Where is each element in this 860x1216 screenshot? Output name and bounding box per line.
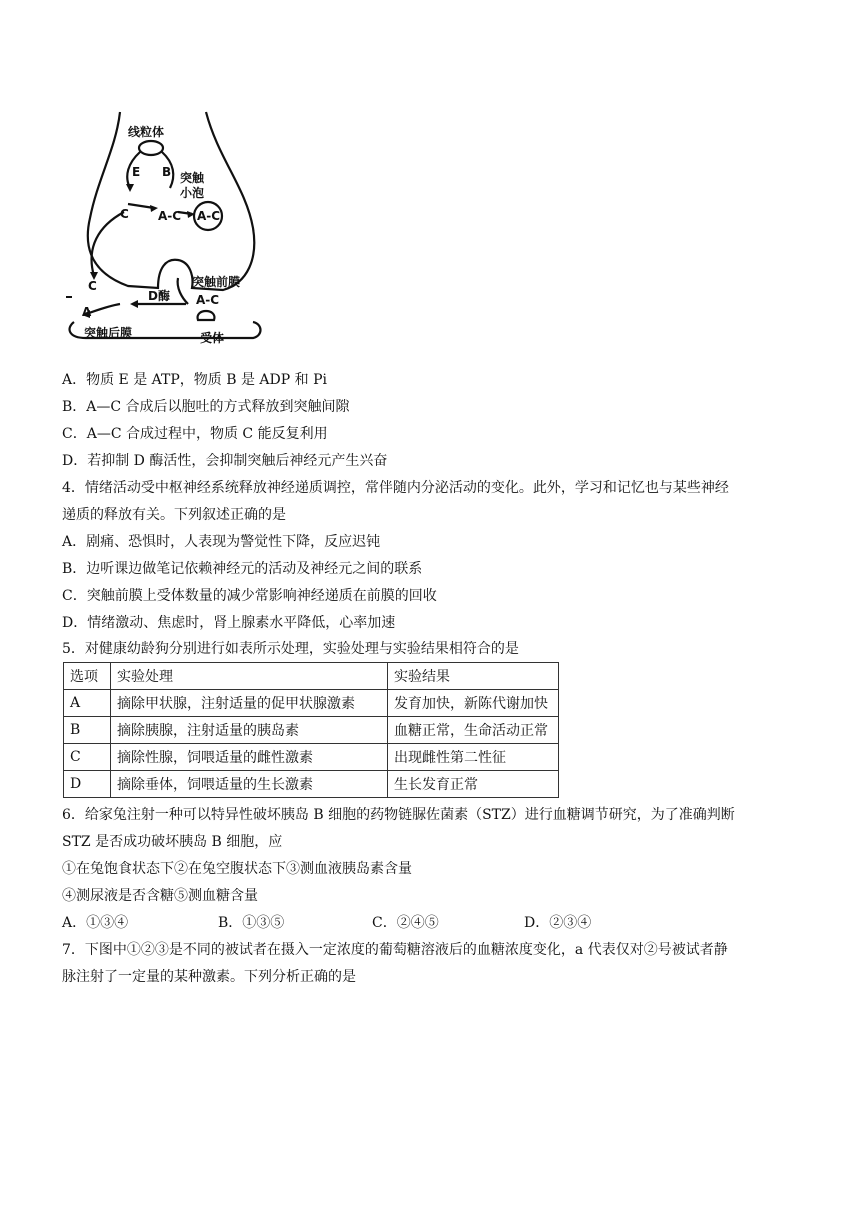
table-header-cell: 选项: [64, 663, 111, 690]
q6-stem-line-2: STZ 是否成功破坏胰岛 B 细胞，应: [62, 834, 283, 850]
table-cell: 摘除性腺，饲喂适量的雌性激素: [111, 744, 388, 771]
label-receptor: 受体: [200, 331, 225, 345]
q4-stem-line-2: 递质的释放有关。下列叙述正确的是: [62, 507, 286, 523]
table-cell: 血糖正常，生命活动正常: [388, 717, 559, 744]
q6-option-d: D．②③④: [524, 915, 592, 931]
q5-stem: 5．对健康幼龄狗分别进行如表所示处理，实验处理与实验结果相符合的是: [62, 641, 519, 657]
table-cell: D: [64, 771, 111, 798]
label-AC-receptor: A-C: [196, 293, 220, 307]
q4-option-b: B．边听课边做笔记依赖神经元的活动及神经元之间的联系: [62, 561, 423, 577]
table-row: [64, 744, 559, 771]
q6-stem-line-1: 6．给家兔注射一种可以特异性破坏胰岛 B 细胞的药物链脲佐菌素（STZ）进行血糖调节研究，为了准确判断: [62, 807, 735, 823]
label-D-enzyme: D酶: [148, 289, 170, 303]
label-presynaptic-membrane: 突触前膜: [192, 275, 241, 289]
q3-option-a: A．物质 E 是 ATP，物质 B 是 ADP 和 Pi: [62, 372, 327, 388]
q4-option-c: C．突触前膜上受体数量的减少常影响神经递质在前膜的回收: [62, 588, 437, 604]
label-vesicle-2: 小泡: [180, 186, 205, 200]
label-AC-vesicle: A-C: [197, 209, 221, 223]
table-header-cell: 实验结果: [388, 663, 559, 690]
table-cell: 摘除垂体，饲喂适量的生长激素: [111, 771, 388, 798]
mitochondrion: [139, 141, 163, 155]
q5-experiment-table: [63, 662, 559, 798]
table-cell: 摘除胰腺，注射适量的胰岛素: [111, 717, 388, 744]
table-cell: 出现雌性第二性征: [388, 744, 559, 771]
q7-stem-line-1: 7．下图中①②③是不同的被试者在摄入一定浓度的葡萄糖溶液后的血糖浓度变化，a 代表仅对②号被试者静: [62, 942, 728, 958]
table-cell: 生长发育正常: [388, 771, 559, 798]
table-cell: A: [64, 690, 111, 717]
table-row: [64, 717, 559, 744]
label-mitochondrion: 线粒体: [128, 125, 165, 139]
label-A: A: [82, 305, 92, 319]
q4-option-d: D．情绪激动、焦虑时，肾上腺素水平降低，心率加速: [62, 615, 396, 631]
label-B: B: [162, 165, 172, 179]
table-header-cell: 实验处理: [111, 663, 388, 690]
table-header-row: [64, 663, 559, 690]
label-AC-mid: A-C: [158, 209, 182, 223]
presynaptic-membrane-outline: [88, 112, 254, 290]
q6-option-b: B．①③⑤: [218, 915, 285, 931]
label-C-top: C: [120, 207, 129, 221]
label-vesicle-1: 突触: [180, 171, 205, 185]
q3-option-b: B．A—C 合成后以胞吐的方式释放到突触间隙: [62, 399, 350, 415]
q4-option-a: A．剧痛、恐惧时，人表现为警觉性下降，反应迟钝: [62, 534, 381, 550]
receptor-shape: [198, 311, 215, 320]
q6-option-a: A．①③④: [62, 915, 129, 931]
q6-items-line-2: ④测尿液是否含糖⑤测血糖含量: [62, 888, 258, 904]
label-E: E: [132, 165, 141, 179]
q6-option-c: C．②④⑤: [372, 915, 439, 931]
q4-stem-line-1: 4．情绪活动受中枢神经系统释放神经递质调控，常伴随内分泌活动的变化。此外，学习和记忆也与某些神经: [62, 480, 729, 496]
table-cell: 发育加快，新陈代谢加快: [388, 690, 559, 717]
table-cell: B: [64, 717, 111, 744]
table-cell: C: [64, 744, 111, 771]
q6-items-line-1: ①在兔饱食状态下②在兔空腹状态下③测血液胰岛素含量: [62, 861, 412, 877]
label-postsynaptic-membrane: 突触后膜: [84, 326, 133, 340]
q3-option-d: D．若抑制 D 酶活性，会抑制突触后神经元产生兴奋: [62, 453, 388, 469]
label-C-left: C: [88, 279, 97, 293]
table-row: [64, 690, 559, 717]
synapse-diagram: [58, 108, 268, 353]
table-cell: 摘除甲状腺，注射适量的促甲状腺激素: [111, 690, 388, 717]
table-row: [64, 771, 559, 798]
q7-stem-line-2: 脉注射了一定量的某种激素。下列分析正确的是: [62, 969, 356, 985]
q3-option-c: C．A—C 合成过程中，物质 C 能反复利用: [62, 426, 328, 442]
